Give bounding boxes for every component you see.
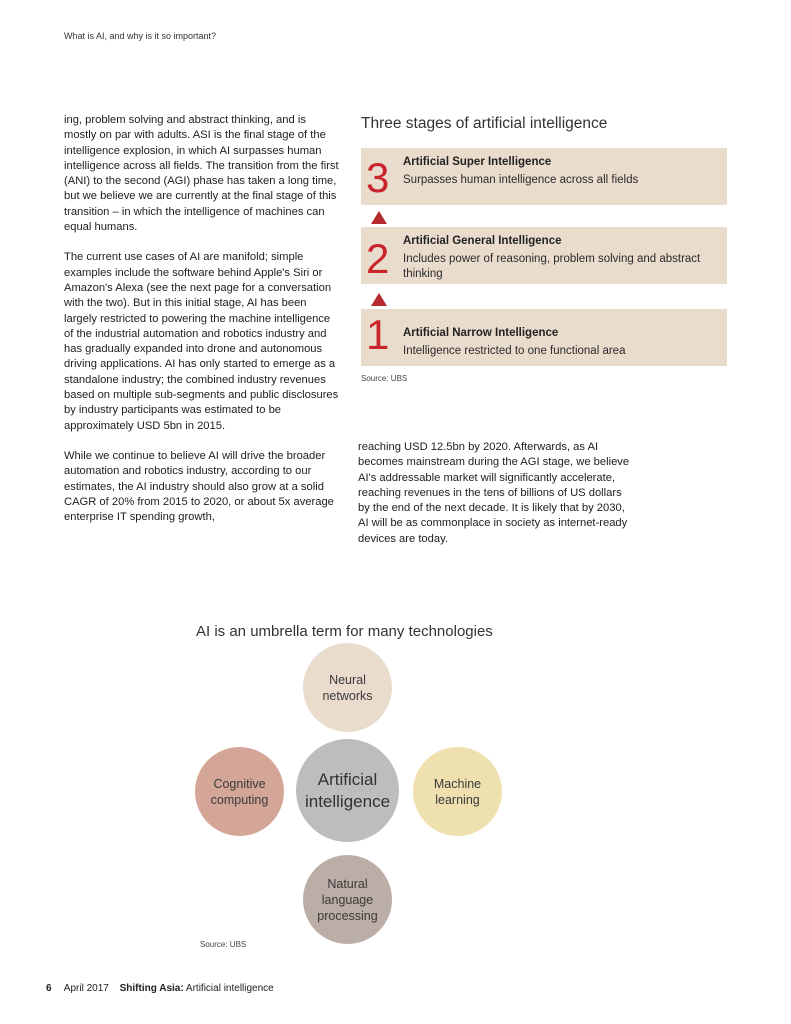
right-column: reaching USD 12.5bn by 2020. Afterwards, as AI becomes mainstream during the AGI stage, we believe AI's addressable market will significantly accelerate, reaching revenues in the tens of billions of US dollars by the end of the next decade. It is likely that by 2030, AI will be as commonplace in society as internet-ready devices are today. bbox=[358, 441, 630, 545]
left-paragraph-1: ing, problem solving and abstract thinking, and is mostly on par with adults. ASI is the final stage of the intelligence explosion, in which AI surpasses human intelligence across all fields. The transition from the first (ANI) to the second (AGI) phase has taken a long time, but we believe we are currently at the final stage of this transition – in which the intelligence of machines can equal humans. bbox=[64, 114, 339, 234]
footer-publication: Shifting Asia: bbox=[119, 983, 184, 994]
stage-desc-3: Surpasses human intelligence across all fields bbox=[403, 174, 639, 186]
arrow-up-icon bbox=[371, 293, 387, 306]
running-head: What is AI, and why is it so important? bbox=[64, 31, 217, 41]
left-paragraph-3: While we continue to believe AI will drive the broader automation and robotics industry, according to our estimates, the AI industry should also grow at a solid CAGR of 20% from 2015 to 2020, or about 5x average enterprise IT spending growth, bbox=[64, 449, 334, 524]
stages-title: Three stages of artificial intelligence bbox=[361, 115, 608, 132]
diagram-title: AI is an umbrella term for many technologies bbox=[196, 623, 493, 640]
footer-section: Artificial intelligence bbox=[185, 983, 274, 994]
artificial-intelligence-circle bbox=[296, 739, 399, 842]
stage-name-3: Artificial Super Intelligence bbox=[403, 156, 552, 168]
left-column bbox=[64, 113, 340, 540]
stages-source: Source: UBS bbox=[361, 374, 408, 383]
stage-number-3: 3 bbox=[366, 154, 390, 201]
stage-box-2 bbox=[361, 227, 727, 284]
natural-language-processing-label: Natural language processing bbox=[317, 876, 378, 923]
footer-date: April 2017 bbox=[63, 983, 109, 994]
diagram-source: Source: UBS bbox=[200, 940, 247, 949]
machine-learning-label: Machine learning bbox=[433, 776, 482, 807]
natural-language-processing-circle bbox=[303, 855, 392, 944]
stage-name-1: Artificial Narrow Intelligence bbox=[403, 327, 559, 339]
stage-box-3 bbox=[361, 148, 727, 205]
machine-learning-circle bbox=[413, 747, 502, 836]
stage-name-2: Artificial General Intelligence bbox=[403, 235, 562, 247]
page-number: 6 bbox=[46, 983, 52, 994]
stage-desc-2: Includes power of reasoning, problem solving and abstract thinking bbox=[403, 253, 701, 280]
cognitive-computing-label: Cognitive computing bbox=[210, 776, 269, 807]
page-footer bbox=[46, 983, 274, 994]
neural-networks-circle bbox=[303, 643, 392, 732]
stage-number-1: 1 bbox=[366, 311, 390, 358]
artificial-intelligence-label: Artificial intelligence bbox=[304, 769, 391, 811]
arrow-up-icon bbox=[371, 211, 387, 224]
stage-box-1 bbox=[361, 309, 727, 366]
cognitive-computing-circle bbox=[195, 747, 284, 836]
stage-desc-1: Intelligence restricted to one functional area bbox=[403, 345, 626, 357]
left-paragraph-2: The current use cases of AI are manifold; simple examples include the software behind Apple's Siri or Amazon's Alexa (see the next page for a conversation with the two). But in this initial stage, AI has been largely restricted to powering the machine intelligence of the industrial automation and robotics industry and has gradually expanded into drone and autonomous driving applications. AI has only started to emerge as a standalone industry; the combined industry revenues based on multiple sub-segments and public disclosures by industry participants was estimated to be approximately USD 5bn in 2015. bbox=[64, 251, 339, 432]
stage-number-2: 2 bbox=[366, 235, 390, 282]
neural-networks-label: Neural networks bbox=[322, 672, 373, 703]
